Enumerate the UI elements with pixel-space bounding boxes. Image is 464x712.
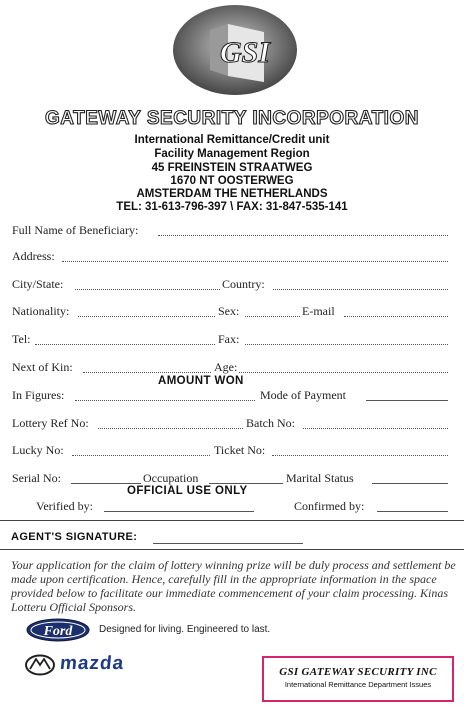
gsi-logo xyxy=(172,4,298,96)
notice-paragraph: Your application for the claim of lottery winning prize will be duly process and settlement be made upon certification. Hence, carefully fill in the appropriate information in the space provided below to facilitate our immediate commencement of your claim processing. Kinas Lotteru Official Sponsors. xyxy=(11,558,456,614)
age-label: Age: xyxy=(214,360,238,374)
confirmed-by-label: Confirmed by: xyxy=(294,499,365,513)
city-state-field[interactable] xyxy=(75,289,220,290)
fax-label: Fax: xyxy=(218,332,240,346)
lottery-ref-label: Lottery Ref No: xyxy=(12,416,89,430)
mode-of-payment-label: Mode of Payment xyxy=(260,388,346,402)
gsi-stamp xyxy=(262,656,454,702)
nationality-field[interactable] xyxy=(78,316,215,317)
header-line-4: 1670 NT OOSTERWEG xyxy=(170,175,294,187)
batch-no-label: Batch No: xyxy=(246,416,295,430)
sex-label: Sex: xyxy=(218,304,240,318)
ford-tagline: Designed for living. Engineered to last. xyxy=(99,624,271,635)
marital-status-label: Marital Status xyxy=(286,471,354,485)
ticket-no-label: Ticket No: xyxy=(214,443,266,457)
address-label: Address: xyxy=(12,249,55,263)
city-state-label: City/State: xyxy=(12,277,64,291)
full-name-label: Full Name of Beneficiary: xyxy=(12,223,139,237)
header-line-6: TEL: 31-613-796-397 \ FAX: 31-847-535-141 xyxy=(116,201,348,213)
mode-of-payment-field[interactable] xyxy=(366,400,448,401)
tel-label: Tel: xyxy=(12,332,31,346)
ford-logo-text: Ford xyxy=(43,624,73,639)
ford-logo-icon xyxy=(26,618,90,642)
amount-won-heading: AMOUNT WON xyxy=(158,375,244,387)
lottery-ref-field[interactable] xyxy=(98,428,243,429)
fax-field[interactable] xyxy=(245,344,448,345)
next-of-kin-label: Next of Kin: xyxy=(12,360,73,374)
mazda-wordmark: mazda xyxy=(58,653,126,674)
header-line-2: Facility Management Region xyxy=(154,148,310,160)
marital-status-field[interactable] xyxy=(372,483,448,484)
lucky-no-label: Lucky No: xyxy=(12,443,64,457)
email-label: E-mail xyxy=(302,304,335,318)
occupation-field[interactable] xyxy=(209,483,283,484)
serial-no-field[interactable] xyxy=(71,483,141,484)
agent-signature-field[interactable] xyxy=(153,543,303,544)
header-line-5: AMSTERDAM THE NETHERLANDS xyxy=(136,188,328,200)
divider-bottom xyxy=(0,549,464,550)
email-field[interactable] xyxy=(344,316,448,317)
stamp-subtitle: International Remittance Department Issues xyxy=(284,680,432,689)
batch-no-field[interactable] xyxy=(303,428,448,429)
tel-field[interactable] xyxy=(35,344,215,345)
header-line-3: 45 FREINSTEIN STRAATWEG xyxy=(151,162,313,174)
nationality-label: Nationality: xyxy=(12,304,70,318)
verified-by-field[interactable] xyxy=(104,511,254,512)
verified-by-label: Verified by: xyxy=(36,499,93,513)
mazda-emblem-icon xyxy=(24,654,56,676)
logo-text: GSI xyxy=(219,36,271,69)
official-use-heading: OFFICIAL USE ONLY xyxy=(127,485,248,497)
confirmed-by-field[interactable] xyxy=(377,511,448,512)
ticket-no-field[interactable] xyxy=(272,455,448,456)
agent-signature-label: AGENT'S SIGNATURE: xyxy=(11,531,138,543)
company-name: GATEWAY SECURITY INCORPORATION xyxy=(45,108,419,129)
sex-field[interactable] xyxy=(245,316,300,317)
country-field[interactable] xyxy=(273,289,448,290)
lucky-no-field[interactable] xyxy=(72,455,210,456)
address-field[interactable] xyxy=(62,261,448,262)
country-label: Country: xyxy=(222,277,265,291)
full-name-field[interactable] xyxy=(158,235,448,236)
stamp-title: GSI GATEWAY SECURITY INC xyxy=(279,666,437,678)
divider-top xyxy=(0,520,464,521)
header-line-1: International Remittance/Credit unit xyxy=(134,134,330,146)
serial-no-label: Serial No: xyxy=(12,471,61,485)
age-field[interactable] xyxy=(239,372,448,373)
in-figures-label: In Figures: xyxy=(12,388,65,402)
next-of-kin-field[interactable] xyxy=(83,372,211,373)
occupation-label: Occupation xyxy=(143,471,199,485)
in-figures-field[interactable] xyxy=(75,400,255,401)
